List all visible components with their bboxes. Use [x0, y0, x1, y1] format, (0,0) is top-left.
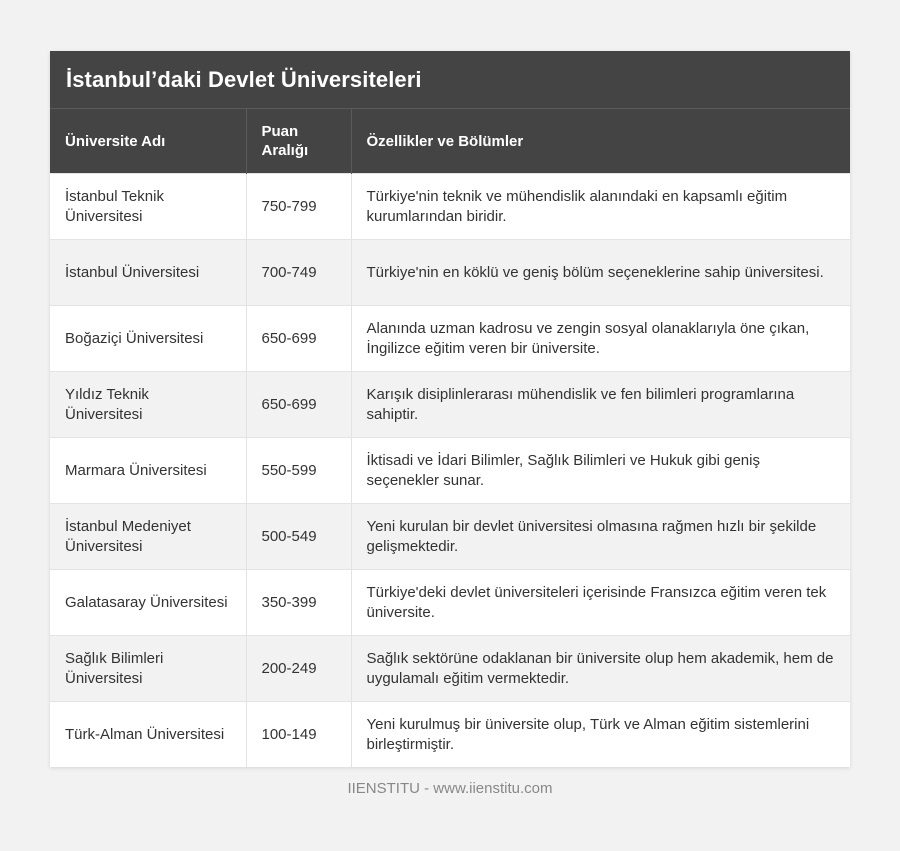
table-row — [50, 240, 850, 306]
column-header-features: Özellikler ve Bölümler — [351, 109, 850, 174]
features-cell: Yeni kurulmuş bir üniversite olup, Türk ve Alman eğitim sistemlerini birleştirmiştir. — [351, 702, 850, 768]
features-cell: Türkiye'deki devlet üniversiteleri içerisinde Fransızca eğitim veren tek üniversite. — [351, 570, 850, 636]
features-cell: Türkiye'nin en köklü ve geniş bölüm seçeneklerine sahip üniversitesi. — [351, 240, 850, 306]
university-name-cell: İstanbul Medeniyet Üniversitesi — [50, 504, 246, 570]
features-cell: Alanında uzman kadrosu ve zengin sosyal olanaklarıyla öne çıkan, İngilizce eğitim veren bir üniversite. — [351, 306, 850, 372]
score-range-cell: 200-249 — [246, 636, 351, 702]
table-row — [50, 306, 850, 372]
university-name-cell: Sağlık Bilimleri Üniversitesi — [50, 636, 246, 702]
score-range-cell: 550-599 — [246, 438, 351, 504]
university-name-cell: Marmara Üniversitesi — [50, 438, 246, 504]
features-cell: Sağlık sektörüne odaklanan bir üniversite olup hem akademik, hem de uygulamalı eğitim vermektedir. — [351, 636, 850, 702]
table-card — [50, 51, 850, 767]
features-cell: Yeni kurulan bir devlet üniversitesi olmasına rağmen hızlı bir şekilde gelişmektedir. — [351, 504, 850, 570]
score-range-cell: 650-699 — [246, 372, 351, 438]
footer-credit: IIENSTITU - www.iienstitu.com — [347, 780, 553, 797]
university-name-cell: Yıldız Teknik Üniversitesi — [50, 372, 246, 438]
page-title: İstanbul’daki Devlet Üniversiteleri — [66, 66, 422, 92]
features-cell: İktisadi ve İdari Bilimler, Sağlık Bilimleri ve Hukuk gibi geniş seçenekler sunar. — [351, 438, 850, 504]
university-name-cell: Galatasaray Üniversitesi — [50, 570, 246, 636]
table-row — [50, 504, 850, 570]
university-name-cell: İstanbul Üniversitesi — [50, 240, 246, 306]
table-row — [50, 438, 850, 504]
table-row — [50, 174, 850, 240]
column-header-university: Üniversite Adı — [50, 109, 246, 174]
table-row — [50, 570, 850, 636]
university-name-cell: İstanbul Teknik Üniversitesi — [50, 174, 246, 240]
score-range-cell: 750-799 — [246, 174, 351, 240]
university-name-cell: Türk-Alman Üniversitesi — [50, 702, 246, 768]
universities-table — [50, 109, 850, 767]
table-header-row — [50, 109, 850, 174]
score-range-cell: 100-149 — [246, 702, 351, 768]
table-row — [50, 636, 850, 702]
features-cell: Türkiye'nin teknik ve mühendislik alanındaki en kapsamlı eğitim kurumlarından biridir. — [351, 174, 850, 240]
features-cell: Karışık disiplinlerarası mühendislik ve fen bilimleri programlarına sahiptir. — [351, 372, 850, 438]
table-row — [50, 702, 850, 768]
table-row — [50, 372, 850, 438]
score-range-cell: 650-699 — [246, 306, 351, 372]
score-range-cell: 500-549 — [246, 504, 351, 570]
score-range-cell: 350-399 — [246, 570, 351, 636]
column-header-score-range: Puan Aralığı — [246, 109, 351, 174]
title-bar — [50, 51, 850, 109]
score-range-cell: 700-749 — [246, 240, 351, 306]
university-name-cell: Boğaziçi Üniversitesi — [50, 306, 246, 372]
